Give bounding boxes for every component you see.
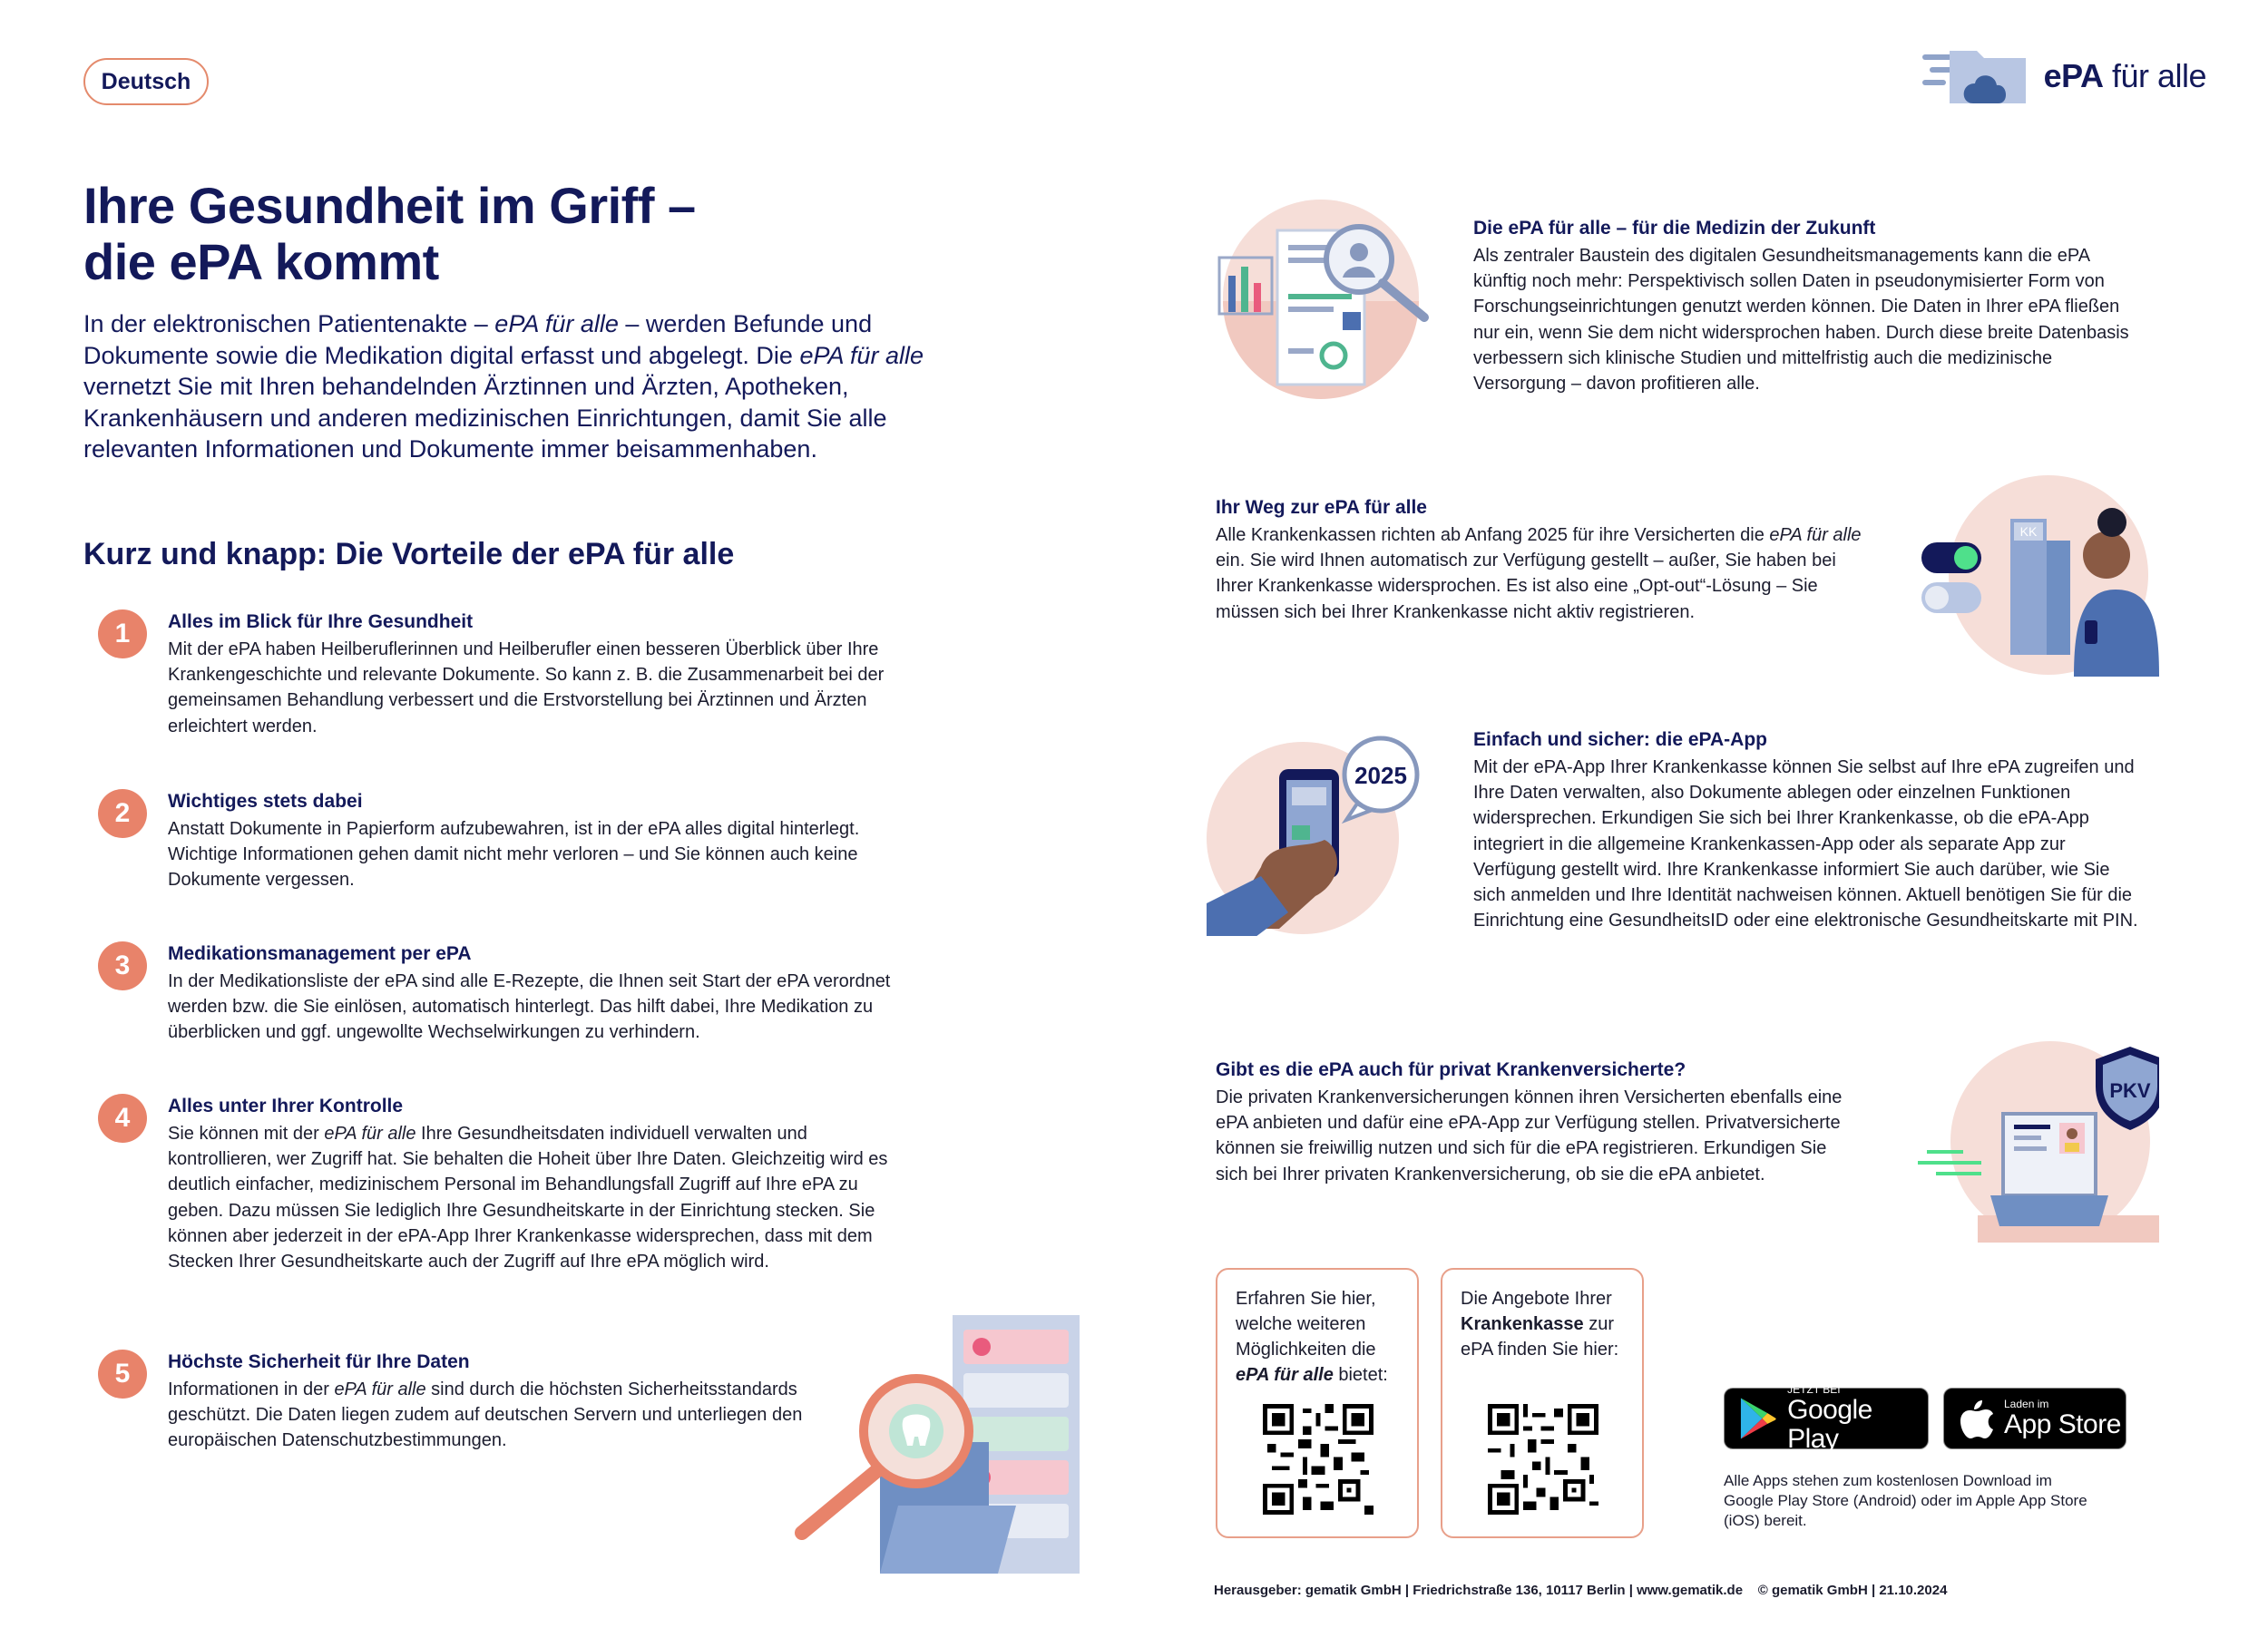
section-text: Die privaten Krankenversicherungen können ihren Versicherten ebenfalls eine ePA anbieten und dafür eine ePA-App zur Verfügung stellen. Privatversicherte können sie freiwillig nutzen und sich für die ePA registrieren. Erkundigen Sie sich bei Ihrer privaten Krankenversicherung, ob sie die ePA anbietet. bbox=[1216, 1087, 1843, 1184]
section-title: Die ePA für alle – für die Medizin der Zukunft bbox=[1473, 218, 1876, 239]
insurer-building-label: KK bbox=[2019, 524, 2038, 539]
section-title: Gibt es die ePA auch für privat Krankenversicherte? bbox=[1216, 1059, 1686, 1080]
secure-files-illustration bbox=[789, 1306, 1089, 1578]
qr-caption: Die Angebote Ihrer Krankenkasse zur ePA finden Sie hier: bbox=[1461, 1289, 1619, 1360]
language-button[interactable]: Deutsch bbox=[83, 58, 209, 105]
private-insurance-illustration bbox=[1914, 1034, 2159, 1243]
section-way bbox=[1216, 495, 1869, 625]
section-private bbox=[1216, 1058, 1851, 1187]
section-text: Mit der ePA-App Ihrer Krankenkasse können Sie selbst auf Ihre ePA zugreifen und Ihre Daten verwalten, also Dokumente ablegen oder einzelnen Funktionen widersprechen. Erkundigen Sie sich bei Ihrer Krankenkasse, ob die ePA-App integriert in die allgemeine Krankenkassen-App oder als separate App zur Verfügung gestellt wird. Ihre Krankenkasse informiert Sie auch darüber, wie Sie sich anmelden und Ihre Identität nachweisen können. Aktuell benötigen Sie für die Einrichtung eine GesundheitsID oder eine elektronische Gesundheitskarte mit PIN. bbox=[1473, 757, 2138, 931]
intro-paragraph: In der elektronischen Patientenakte – ePA für alle – werden Befunde und Dokumente sowie die Medikation digital erfasst und abgelegt. Die ePA für alle vernetzt Sie mit Ihren behandelnden Ärztinnen und Ärzten, Apotheken, Krankenhäusern und anderen medizinischen Einrichtungen, damit Sie alle relevanten Informationen und Dokumente immer beisammenhaben. bbox=[83, 310, 924, 463]
benefit-title: Medikationsmanagement per ePA bbox=[168, 943, 472, 964]
section-future bbox=[1473, 216, 2145, 396]
person-opt-out-illustration bbox=[1914, 468, 2159, 682]
benefit-item-4 bbox=[98, 1094, 896, 1274]
number-badge: 4 bbox=[98, 1094, 147, 1143]
benefit-title: Alles im Blick für Ihre Gesundheit bbox=[168, 611, 474, 632]
benefit-text: Sie können mit der ePA für alle Ihre Gesundheitsdaten individuell verwalten und kontrollieren, wer Zugriff hat. Sie behalten die Hoheit über Ihre Daten. Gleichzeitig wird es deutlich einfacher, medizinischem Personal im Behandlungsfall Zugriff auf Ihre ePA zu geben. Dazu müssen Sie lediglich Ihre Gesundheitskarte in der Einrichtung stecken. Sie können aber jederzeit in der ePA-App Ihrer Krankenkasse widersprechen, dass mit dem Stecken Ihrer Gesundheitskarte auch der Zugriff auf Ihre ePA möglich wird. bbox=[168, 1124, 888, 1272]
google-play-badge[interactable] bbox=[1724, 1383, 1929, 1454]
section-text: Als zentraler Baustein des digitalen Gesundheitsmanagements kann die ePA künftig noch mehr: Perspektivisch sollen Daten in pseudonymisierter Form von Forschungseinrichtungen genutzt werden können. Die Daten in Ihrer ePA fließen nur ein, wenn Sie dem nicht widersprochen haben. Durch diese breite Datenbasis verbessern sich klinische Studien und mittelfristig auch die medizinische Versorgung – davon profitieren alle. bbox=[1473, 246, 2129, 395]
qr-code[interactable] bbox=[1263, 1404, 1374, 1515]
badge-big-text: App Store bbox=[2004, 1409, 2121, 1439]
apps-note: Alle Apps stehen zum kostenlosen Download im Google Play Store (Android) oder im Apple App Store (iOS) bereit. bbox=[1724, 1472, 2087, 1529]
cloud-folder-icon bbox=[1922, 44, 2031, 109]
research-data-illustration bbox=[1207, 194, 1442, 399]
qr-box-krankenkasse[interactable] bbox=[1441, 1268, 1644, 1538]
benefits-heading: Kurz und knapp: Die Vorteile der ePA für alle bbox=[83, 537, 735, 571]
benefit-text: Informationen in der ePA für alle sind durch die höchsten Sicherheitsstandards geschützt. Die Daten liegen zudem auf deutschen Servern und unterliegen den europäischen Datenschutzbestimmungen. bbox=[168, 1379, 803, 1451]
benefit-title: Höchste Sicherheit für Ihre Daten bbox=[168, 1351, 470, 1372]
qr-code[interactable] bbox=[1488, 1404, 1598, 1515]
section-title: Ihr Weg zur ePA für alle bbox=[1216, 497, 1427, 518]
section-app bbox=[1473, 727, 2145, 933]
benefit-title: Alles unter Ihrer Kontrolle bbox=[168, 1096, 404, 1116]
badge-small-text: Laden im bbox=[2004, 1398, 2049, 1410]
benefit-title: Wichtiges stets dabei bbox=[168, 791, 363, 812]
shield-label: PKV bbox=[2109, 1079, 2151, 1102]
badge-big-text: Google Play bbox=[1787, 1395, 1872, 1454]
apple-icon bbox=[1960, 1399, 1993, 1438]
epa-logo bbox=[1922, 44, 2206, 109]
benefit-item-5 bbox=[98, 1350, 896, 1454]
number-badge: 2 bbox=[98, 789, 147, 838]
qr-caption: Erfahren Sie hier, welche weiteren Möglichkeiten die ePA für alle bietet: bbox=[1236, 1289, 1388, 1385]
footer-imprint: Herausgeber: gematik GmbH | Friedrichstraße 136, 10117 Berlin | www.gematik.de © gematik GmbH | 21.10.2024 bbox=[1214, 1583, 1948, 1598]
app-store-badge[interactable] bbox=[1943, 1388, 2126, 1449]
logo-wordmark: ePA für alle bbox=[2043, 57, 2206, 94]
epa-app-phone-illustration bbox=[1207, 731, 1442, 936]
benefit-text: Anstatt Dokumente in Papierform aufzubewahren, ist in der ePA alles digital hinterlegt. Wichtige Informationen gehen damit nicht mehr verloren – und Sie können auch keine Dokumente vergessen. bbox=[168, 819, 860, 891]
page-title: Ihre Gesundheit im Griff – die ePA kommt bbox=[83, 177, 696, 290]
section-title: Einfach und sicher: die ePA-App bbox=[1473, 729, 1767, 750]
benefit-item-2 bbox=[98, 789, 896, 893]
benefit-item-3 bbox=[98, 941, 896, 1046]
number-badge: 5 bbox=[98, 1350, 147, 1399]
benefit-text: Mit der ePA haben Heilberuflerinnen und Heilberufler einen besseren Überblick über Ihre Krankengeschichte und relevante Dokumente. So kann z. B. die Zusammenarbeit bei der gemeinsamen Behandlung verbessert und die Erstvorstellung bei Ärztinnen und Ärzten erleichtert werden. bbox=[168, 639, 885, 736]
section-text: Alle Krankenkassen richten ab Anfang 2025 für ihre Versicherten die ePA für alle ein. Sie wird Ihnen automatisch zur Verfügung gestellt – außer, Sie haben bei Ihrer Krankenkasse widersprochen. Es ist also eine „Opt-out“-Lösung – Sie müssen sich bei Ihrer Krankenkasse nicht aktiv registrieren. bbox=[1216, 525, 1862, 622]
number-badge: 1 bbox=[98, 609, 147, 658]
google-play-icon bbox=[1737, 1396, 1778, 1441]
benefit-item-1 bbox=[98, 609, 896, 739]
year-bubble-label: 2025 bbox=[1354, 762, 1407, 789]
qr-box-epa-info[interactable] bbox=[1216, 1268, 1419, 1538]
benefit-text: In der Medikationsliste der ePA sind alle E-Rezepte, die Ihnen seit Start der ePA verordnet werden bzw. die Sie einlösen, automatisch hinterlegt. Das hilft dabei, Ihre Medikation zu überblicken und ggf. ungewollte Wechselwirkungen zu verhindern. bbox=[168, 971, 891, 1043]
badge-small-text: JETZT BEI bbox=[1787, 1383, 1841, 1396]
number-badge: 3 bbox=[98, 941, 147, 990]
